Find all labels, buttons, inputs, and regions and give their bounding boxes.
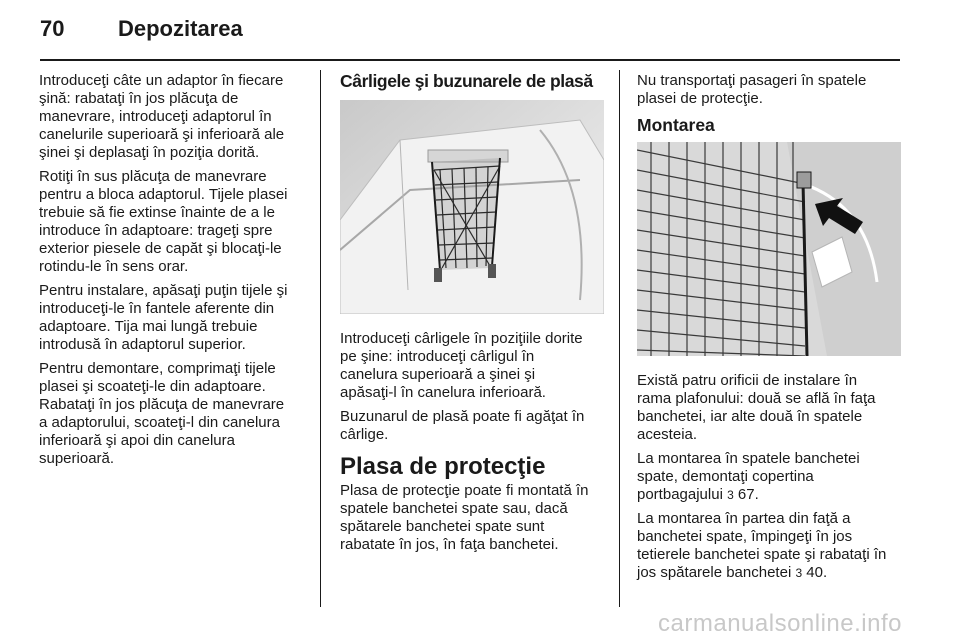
paragraph: Rotiţi în sus plăcuţa de manevrare pentru a bloca adaptorul. Tijele plasei trebuie să fie extinse înainte de a le introduce în adaptoare: trageţi spre exterior piesele de capăt şi blocaţi-le rotindu-le în sens orar. (39, 168, 288, 275)
paragraph (637, 450, 903, 504)
paragraph: Plasa de protecţie poate fi montată în spatele banchetei spate sau, dacă spătarele banchetei spate sunt rabatate în jos, în faţa banchetei. (340, 482, 589, 553)
column-divider-1 (320, 70, 321, 607)
column-3 (637, 72, 903, 588)
paragraph-text: La montarea în partea din faţă a banchetei spate, împingeţi în jos tetierele banchetei spate şi rabataţi în jos spătarele banchetei (637, 510, 887, 581)
heading-mounting: Montarea (637, 115, 715, 135)
section-title: Depozitarea (118, 16, 243, 41)
header-rule (40, 59, 900, 61)
page-number: 70 (40, 16, 65, 41)
paragraph: Există patru orificii de instalare în rama plafonului: două se află în faţa banchetei, iar alte două în spatele acesteia. (637, 372, 876, 443)
heading-safety-net: Plasa de protecţie (340, 453, 546, 480)
paragraph-text: La montarea în spatele banchetei spate, demontaţi copertina portbagajului (637, 450, 860, 503)
heading-hooks-net-pockets: Cârligele şi buzunarele de plasă (340, 71, 593, 91)
paragraph: Pentru demontare, comprimaţi tijele plasei şi scoateţi-le din adaptoare. Rabataţi în jos plăcuţa de manevrare a adaptorului, scoateţi-l din canelura inferioară şi apoi din canelura superioară. (39, 360, 285, 467)
cargo-net-pocket-illustration (340, 100, 604, 314)
safety-net-mounting-illustration (637, 142, 901, 356)
page-reference: 40. (802, 564, 828, 581)
paragraph: Introduceţi cârligele în poziţiile dorite pe şine: introduceţi cârligul în canelura superioară a şinei şi apăsaţi-l în canelura inferioară. (340, 330, 583, 401)
column-divider-2 (619, 70, 620, 607)
page-reference: 67. (733, 486, 759, 503)
paragraph: Nu transportaţi pasageri în spatele plasei de protecţie. (637, 72, 867, 107)
paragraph: Introduceţi câte un adaptor în fiecare şină: rabataţi în jos plăcuţa de manevrare, introduceţi adaptorul în canelurile superioară şi inferioară ale şinei şi deplasaţi în poziţia dorită. (39, 72, 285, 161)
paragraph: Pentru instalare, apăsaţi puţin tijele şi introduceţi-le în fantele aferente din adaptoare. Tija mai lungă trebuie introdusă în adaptorul superior. (39, 282, 288, 353)
arrow-reference-icon: 3 (727, 488, 734, 502)
column-1 (39, 72, 311, 474)
column-2 (340, 72, 608, 560)
arrow-reference-icon: 3 (795, 566, 803, 580)
paragraph (637, 510, 903, 582)
watermark: carmanualsonline.info (658, 610, 902, 637)
paragraph: Buzunarul de plasă poate fi agăţat în cârlige. (340, 408, 585, 443)
